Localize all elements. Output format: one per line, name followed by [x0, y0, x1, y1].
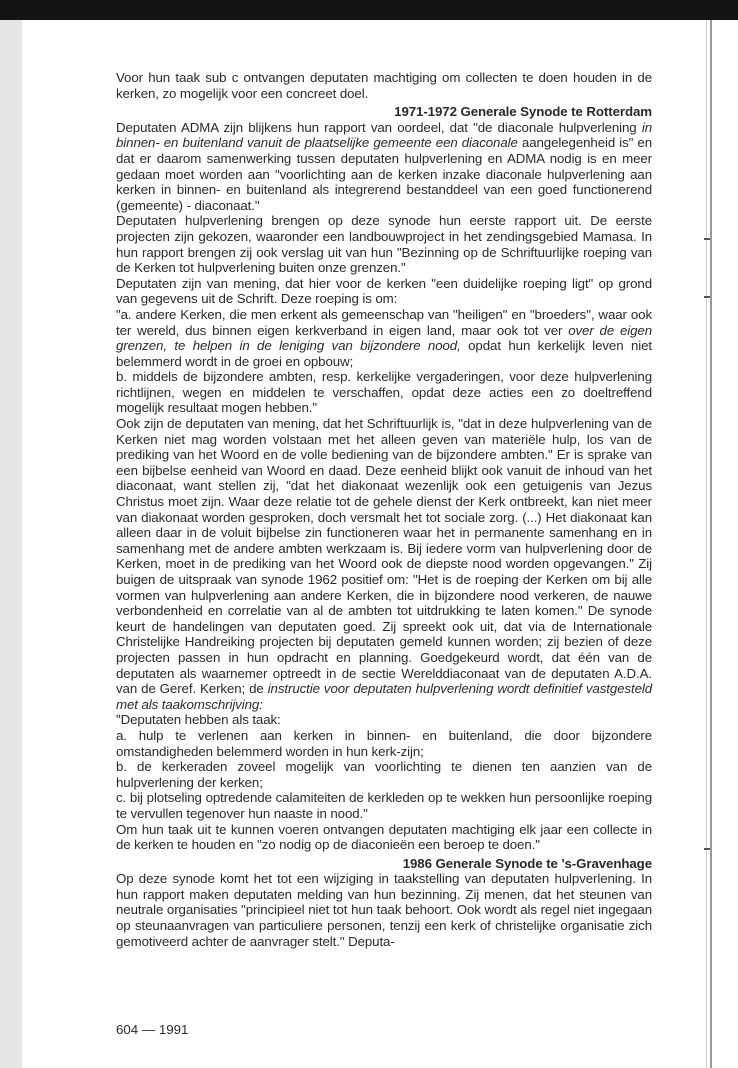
scan-top-border [0, 0, 738, 20]
text-run: Deputaten ADMA zijn blijkens hun rapport van oordeel, dat "de diaconale hulpverlening [116, 119, 642, 135]
paragraph-intro: Voor hun taak sub c ontvangen deputaten machtiging om collecten te doen houden in de kerken, zo mogelijk voor een concreet doel. [116, 70, 652, 101]
scan-left-margin [0, 20, 22, 1068]
paragraph-scriptural [116, 416, 652, 712]
paragraph-task-a: a. hulp te verlenen aan kerken in binnen- en buitenland, die door bijzondere omstandigheden belemmerd worden in hun kerk-zijn; [116, 727, 652, 759]
scan-edge-mark [704, 238, 710, 240]
paragraph-task-c: c. bij plotseling optredende calamiteiten de kerkleden op te wekken hun persoonlijke roeping te vervullen tegenover hun naaste in nood." [116, 790, 652, 821]
paragraph-task-intro: "Deputaten hebben als taak: [116, 712, 281, 728]
italic-text-run: in binnen- en buitenland vanuit de plaatselijke gemeente een diaconale [116, 119, 652, 151]
paragraph-collection: Om hun taak uit te kunnen voeren ontvangen deputaten machtiging elk jaar een collecte in de kerken te houden en "zo nodig op de diaconieën een beroep te doen." [116, 821, 652, 853]
page-footer: 604 — 1991 [116, 1022, 189, 1037]
text-run: "a. andere Kerken, die men erkent als gemeenschap van "heiligen" en "broeders", waar ook ter wereld, dus binnen eigen kerkverband in eigen land, maar ook tot ver [116, 306, 652, 338]
italic-text-run: instructie voor deputaten hulpverlening wordt definitief vastgesteld met als taakomschrijving: [116, 681, 653, 712]
italic-text-run: over de eigen grenzen, te helpen in de leniging van bijzondere nood, [116, 322, 653, 354]
document-body [116, 70, 652, 949]
scan-right-edge [710, 20, 712, 1068]
paragraph-calling: Deputaten zijn van mening, dat hier voor de kerken "een duidelijke roeping ligt" op grond van gegevens uit de Schrift. Deze roeping is om: [116, 275, 652, 307]
scan-edge-mark [704, 848, 710, 850]
paragraph-point-a [116, 307, 652, 369]
paragraph-1986: Op deze synode komt het tot een wijziging in taakstelling van deputaten hulpverlening. In hun rapport maken deputaten melding van hun bezinning. Zij menen, dat het steunen van neutrale organisaties "principieel niet tot hun taak behoort. Ook wordt als regel niet ingegaan op steunaanvragen van particuliere personen, tenzij een kerk of christelijke organisatie zich gemotiveerd achter de aanvrager stelt." Deputa- [116, 871, 652, 949]
paragraph-first-report: Deputaten hulpverlening brengen op deze synode hun eerste rapport uit. De eerste projecten zijn gekozen, waaronder een landbouwproject in het zendingsgebied Mamasa. In hun rapport brengen zij ook verslag uit van hun "Bezinning op de Schriftuurlijke roeping van de Kerken tot hulpverlening buiten onze grenzen." [116, 213, 652, 276]
scan-edge-mark [704, 296, 710, 298]
text-run: Ook zijn de deputaten van mening, dat het Schriftuurlijk is, "dat in deze hulpverlening van de Kerken niet mag worden volstaan met het alleen geven van materiële hulp, los van de prediking van het Woord en de volle bediening van de bijzondere ambten." Er is sprake van een bijbelse eenheid van Woord en daad. Deze eenheid blijkt ook vanuit de inhoud van het diaconaat, want stellen zij, "dat het diakonaat wezenlijk ook een getuigenis van Jezus Christus moet zijn. Waar deze relatie tot de gehele dienst der Kerk ontbreekt, kan niet meer van diakonaat worden gesproken, doch versmalt het tot sociale zorg. (...) Het diakonaat kan alleen daar in de voluit bijbelse zin functioneren waar het in permanente samenhang en in samenhang met de andere ambten werkzaam is. Bij iedere vorm van hulpverlening door de Kerken, moet in de prediking van het Woord ook de diepste nood worden opgevangen." Zij buigen de uitspraak van synode 1962 positief om: "Het is de roeping der Kerken om bij alle vormen van hulpverlening aan andere Kerken, die in bijzondere nood verkeren, de nauwe verbondenheid en correlatie van al de ambten tot uitdrukking te laten komen." De synode keurt de handelingen van deputaten goed. Zij spreekt ook uit, dat via de Internationale Christelijke Handreiking projecten bij deputaten gemeld kunnen worden; zij bezien of deze projecten passen in hun opdracht en planning. Goedgekeurd wordt, dat één van de deputaten als waarnemer optreedt in de sectie Werelddiaconaat van de deputaten A.D.A. van de Geref. Kerken; de [116, 416, 652, 697]
section-heading-1986: 1986 Generale Synode te 's-Gravenhage [402, 855, 652, 871]
paragraph-task-b: b. de kerkeraden zoveel mogelijk van voorlichting te dienen ten aanzien van de hulpverlening der kerken; [116, 759, 652, 790]
text-run: opdat hun kerkelijk leven niet belemmerd wordt in de groei en opbouw; [116, 338, 652, 369]
scan-right-edge-inner [706, 20, 707, 1068]
paragraph-adma [116, 120, 652, 214]
text-run: aangelegenheid is" en dat er daarom samenwerking tussen deputaten hulpverlening en ADMA nodig is en meer gedaan moet worden aan "voorlichting aan de kerken inzake diaconale hulpverlening aan kerken in binnen- en buitenland als integrerend bestanddeel van een goed functionerend (gemeente) - diaconaat." [116, 135, 652, 213]
paragraph-point-b: b. middels de bijzondere ambten, resp. kerkelijke vergaderingen, voor deze hulpverlening richtlijnen, wegen en middelen te verschaffen, opdat deze acties een zo doeltreffend mogelijk resultaat mogen hebben." [116, 369, 652, 416]
section-heading-1971: 1971-1972 Generale Synode te Rotterdam [394, 104, 652, 120]
